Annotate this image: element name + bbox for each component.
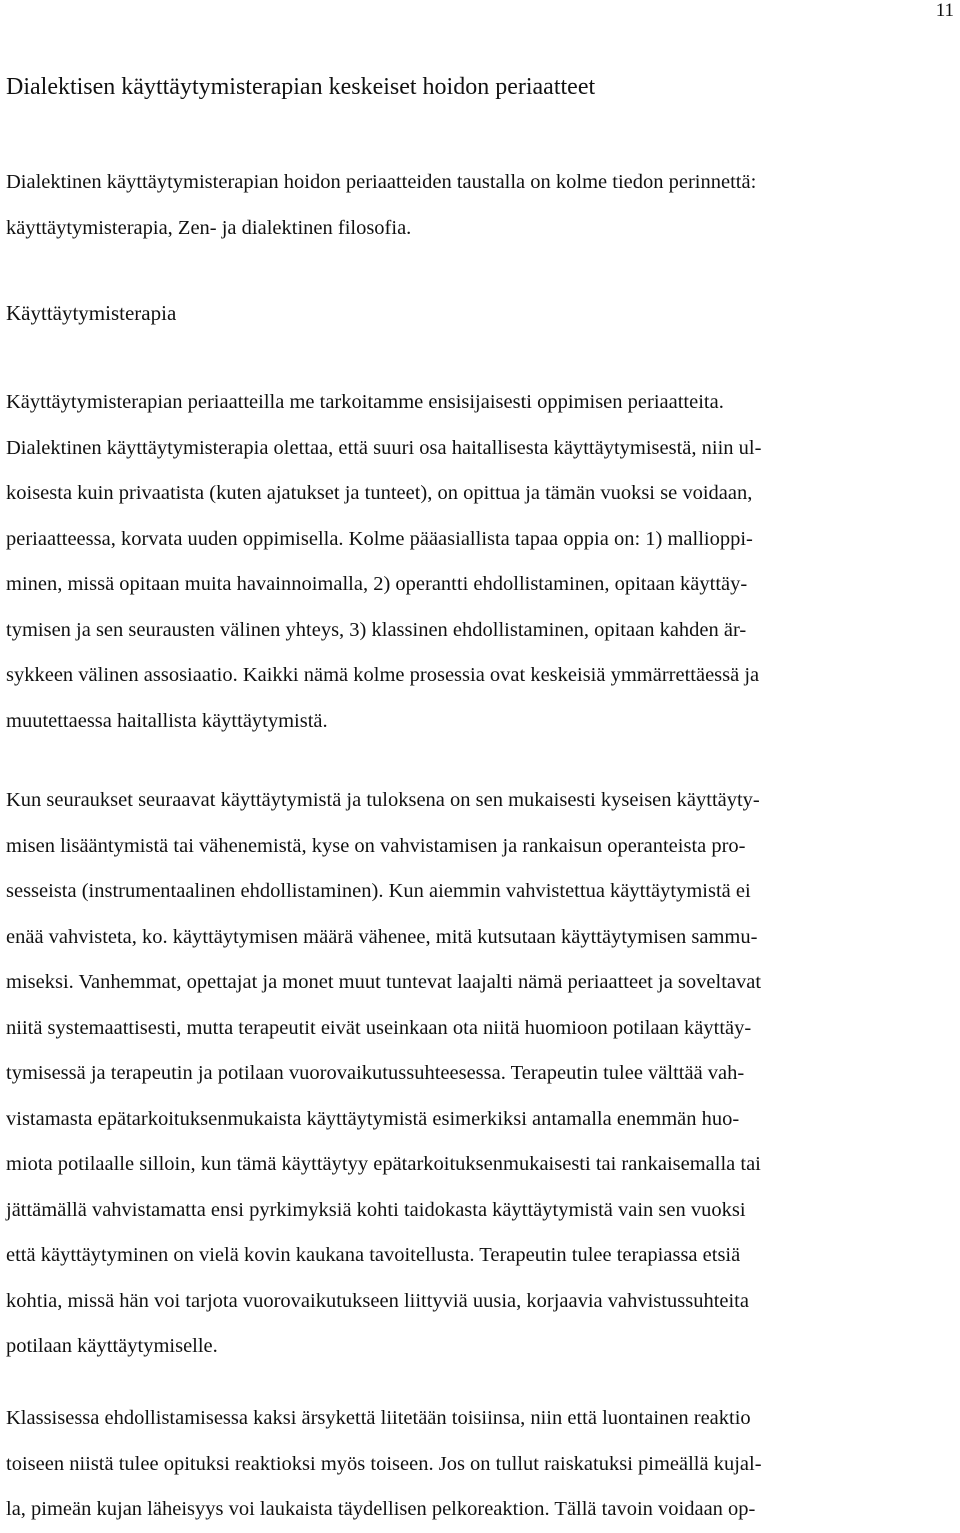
text-line: tymisen ja sen seurausten välinen yhteys, 3) klassinen ehdollistaminen, opitaan kahden är- [6, 618, 747, 641]
text-line: Dialektinen käyttäytymisterapian hoidon periaatteiden taustalla on kolme tiedon perinnettä: [6, 171, 757, 193]
text-line: Kun seuraukset seuraavat käyttäytymistä ja tuloksena on sen mukaisesti kyseisen käyttäyty- [6, 789, 760, 811]
text-line: sykkeen välinen assosiaatio. Kaikki nämä kolme prosessia ovat keskeisiä ymmärrettäessä ja [6, 664, 760, 686]
text-line: miota potilaalle silloin, kun tämä käyttäytyy epätarkoituksenmukaisesti tai rankaisemalla tai [6, 1153, 761, 1175]
text-line: muutettaessa haitallista käyttäytymistä. [6, 709, 328, 732]
text-line: misen lisääntymistä tai vähenemistä, kyse on vahvistamisen ja rankaisun operanteista pro- [6, 834, 746, 857]
section-heading: Käyttäytymisterapia [6, 301, 177, 325]
text-line: la, pimeän kujan läheisyys voi laukaista täydellisen pelkoreaktion. Tällä tavoin voidaan op- [6, 1498, 756, 1520]
intro-paragraph [6, 160, 952, 251]
text-line: niitä systemaattisesti, mutta terapeutit eivät useinkaan ota niitä huomioon potilaan käyttäy- [6, 1016, 752, 1039]
page-number: 11 [935, 0, 954, 21]
page-title: Dialektisen käyttäytymisterapian keskeiset hoidon periaatteet [6, 74, 596, 100]
text-line: kohtia, missä hän voi tarjota vuorovaikutukseen liittyviä uusia, korjaavia vahvistussuhteita [6, 1289, 749, 1312]
text-line: Klassisessa ehdollistamisessa kaksi ärsykettä liitetään toisiinsa, niin että luontainen reaktio [6, 1407, 751, 1429]
paragraph-3 [6, 1396, 952, 1533]
text-line: sesseista (instrumentaalinen ehdollistaminen). Kun aiemmin vahvistettua käyttäytymistä ei [6, 880, 751, 902]
paragraph-2 [6, 778, 952, 1370]
text-line: käyttäytymisterapia, Zen- ja dialektinen filosofia. [6, 216, 412, 239]
text-line: koisesta kuin privaatista (kuten ajatukset ja tunteet), on opittua ja tämän vuoksi se voidaan, [6, 482, 753, 504]
text-line: että käyttäytyminen on vielä kovin kaukana tavoitellusta. Terapeutin tulee terapiassa etsiä [6, 1244, 741, 1266]
text-line: vistamasta epätarkoituksenmukaista käyttäytymistä esimerkiksi antamalla enemmän huo- [6, 1107, 740, 1130]
text-line: potilaan käyttäytymiselle. [6, 1335, 218, 1357]
text-line: Käyttäytymisterapian periaatteilla me tarkoitamme ensisijaisesti oppimisen periaatteita. [6, 391, 724, 413]
text-line: toiseen niistä tulee opituksi reaktioksi myös toiseen. Jos on tullut raiskatuksi pimeällä kujal- [6, 1452, 762, 1475]
text-line: minen, missä opitaan muita havainnoimalla, 2) operantti ehdollistaminen, opitaan käyttäy- [6, 573, 748, 595]
text-line: Dialektinen käyttäytymisterapia olettaa, että suuri osa haitallisesta käyttäytymisestä, niin ul- [6, 436, 762, 459]
text-line: miseksi. Vanhemmat, opettajat ja monet muut tuntevat laajalti nämä periaatteet ja soveltavat [6, 971, 762, 993]
text-line: enää vahvisteta, ko. käyttäytymisen määrä vähenee, mitä kutsutaan käyttäytymisen sammu- [6, 925, 758, 948]
text-line: jättämällä vahvistamatta ensi pyrkimyksiä kohti taidokasta käyttäytymistä vain sen vuoksi [6, 1198, 746, 1221]
text-line: periaatteessa, korvata uuden oppimisella. Kolme pääasiallista tapaa oppia on: 1) mallioppi- [6, 527, 753, 550]
text-line: tymisessä ja terapeutin ja potilaan vuorovaikutussuhteesessa. Terapeutin tulee välttää vah- [6, 1062, 745, 1084]
paragraph-1 [6, 380, 952, 744]
